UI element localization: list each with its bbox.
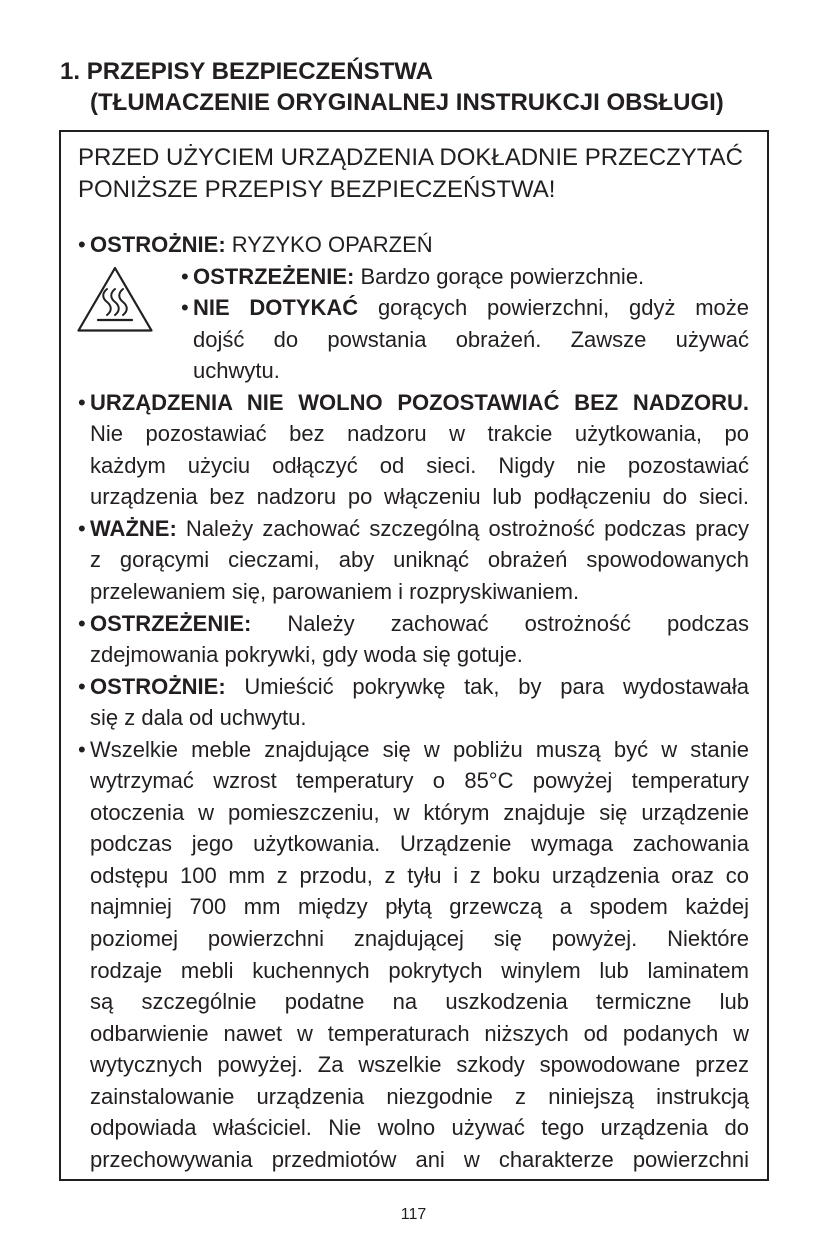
item-line: podczas jego użytkowania. Urządzenie wymaga zachowania xyxy=(90,831,749,857)
hot-surface-text: Bardzo gorące powierzchnie. xyxy=(354,263,645,289)
item-line: zdejmowania pokrywki, gdy woda się gotuje. xyxy=(90,642,523,668)
intro-line: PONIŻSZE PRZEPISY BEZPIECZEŃSTWA! xyxy=(78,176,556,203)
burn-risk-text: RYZYKO OPARZEŃ xyxy=(225,232,433,257)
warning-label: OSTRZEŻENIE: xyxy=(193,263,355,289)
bullet: • xyxy=(78,389,86,415)
item-line: wytycznych powyżej. Za wszelkie szkody spowodowane przez xyxy=(90,1052,749,1078)
item-line: przechowywania przedmiotów ani w charakterze powierzchni xyxy=(90,1146,749,1172)
lid-placement-item xyxy=(78,671,749,734)
caution-label: OSTROŻNIE: xyxy=(90,232,226,257)
item-text: Umieścić pokrywkę tak, by para wydostawała xyxy=(225,673,749,699)
item-line: z gorącymi cieczami, aby uniknąć obrażeń spowodowanych xyxy=(90,547,749,573)
item-line: poziomej powierzchni znajdującej się powyżej. Niektóre xyxy=(90,926,749,952)
do-not-touch-label: NIE DOTYKAĆ xyxy=(193,295,359,321)
page-number: 117 xyxy=(400,1206,427,1223)
item-line: zainstalowanie urządzenia niezgodnie z niniejszą instrukcją xyxy=(90,1083,749,1109)
item-label: WAŻNE: xyxy=(90,515,177,541)
item-line: każdym użyciu odłączyć od sieci. Nigdy nie pozostawiać xyxy=(90,452,749,478)
do-not-touch-text: gorących powierzchni, gdyż może xyxy=(358,295,750,321)
item-first-line xyxy=(78,671,749,703)
bullet: • xyxy=(78,232,86,257)
bullet: • xyxy=(78,673,86,699)
item-line: uchwytu. xyxy=(193,358,280,384)
bullet: • xyxy=(78,610,86,636)
item-first-line xyxy=(78,608,749,640)
item-line: dojść do powstania obrażeń. Zawsze używać xyxy=(193,326,749,352)
item-label: URZĄDZENIA NIE WOLNO POZOSTAWIAĆ BEZ NADZORU. xyxy=(90,389,749,415)
hot-surface-warning-icon xyxy=(76,265,154,333)
item-first-line xyxy=(78,734,749,766)
intro-notice xyxy=(78,142,743,206)
item-line: odbarwienie nawet w temperaturach niższych od podanych w xyxy=(90,1020,749,1046)
item-line: się z dala od uchwytu. xyxy=(90,705,307,731)
section-title: PRZEPISY BEZPIECZEŃSTWA xyxy=(86,58,433,85)
warning-triangle xyxy=(79,268,152,331)
bullet: • xyxy=(181,295,189,321)
do-not-touch-line xyxy=(181,292,749,324)
item-line: otoczenia w pomieszczeniu, w którym znajduje się urządzenie xyxy=(90,799,749,825)
item-text: Należy zachować ostrożność podczas xyxy=(251,610,749,636)
intro-line: PRZED UŻYCIEM URZĄDZENIA DOKŁADNIE PRZECZYTAĆ xyxy=(78,144,743,171)
bullet: • xyxy=(78,736,86,762)
bullet: • xyxy=(78,515,86,541)
section-title-line xyxy=(60,56,724,87)
hot-liquids-item xyxy=(78,513,749,608)
safety-notice-box xyxy=(59,130,769,1181)
burn-warning-line xyxy=(78,229,749,261)
item-first-line xyxy=(78,387,749,419)
lid-removal-item xyxy=(78,608,749,671)
bullet: • xyxy=(181,263,189,289)
item-line: wytrzymać wzrost temperatury o 85°C powyżej temperatury xyxy=(90,768,749,794)
item-line: najmniej 700 mm między płytą grzewczą a spodem każdej xyxy=(90,894,749,920)
hot-surface-line xyxy=(181,261,749,293)
furniture-clearance-item xyxy=(78,734,749,1176)
item-line: odstępu 100 mm z przodu, z tyłu i z boku urządzenia oraz co xyxy=(90,862,749,888)
burn-warning-details xyxy=(78,261,749,387)
burn-warning-item xyxy=(78,229,749,387)
item-first-line xyxy=(78,513,749,545)
item-line: są szczególnie podatne na uszkodzenia termiczne lub xyxy=(90,989,749,1015)
section-heading xyxy=(60,56,724,118)
item-line: Nie pozostawiać bez nadzoru w trakcie użytkowania, po xyxy=(90,421,749,447)
section-number: 1. xyxy=(60,58,81,85)
section-subtitle: (TŁUMACZENIE ORYGINALNEJ INSTRUKCJI OBSŁUGI) xyxy=(90,89,724,116)
item-label: OSTRZEŻENIE: xyxy=(90,610,252,636)
item-text: Wszelkie meble znajdujące się w pobliżu muszą być w stanie xyxy=(90,736,749,762)
item-label: OSTROŻNIE: xyxy=(90,673,226,699)
safety-list xyxy=(78,229,749,1175)
item-line: urządzenia bez nadzoru po włączeniu lub podłączeniu do sieci. xyxy=(90,484,749,510)
unattended-warning-item xyxy=(78,387,749,513)
item-line: odpowiada właściciel. Nie wolno używać tego urządzenia do xyxy=(90,1115,749,1141)
item-line: przelewaniem się, parowaniem i rozpryskiwaniem. xyxy=(90,579,580,605)
item-text: Należy zachować szczególną ostrożność podczas pracy xyxy=(176,515,749,541)
item-line: rodzaje mebli kuchennych pokrytych winylem lub laminatem xyxy=(90,957,749,983)
